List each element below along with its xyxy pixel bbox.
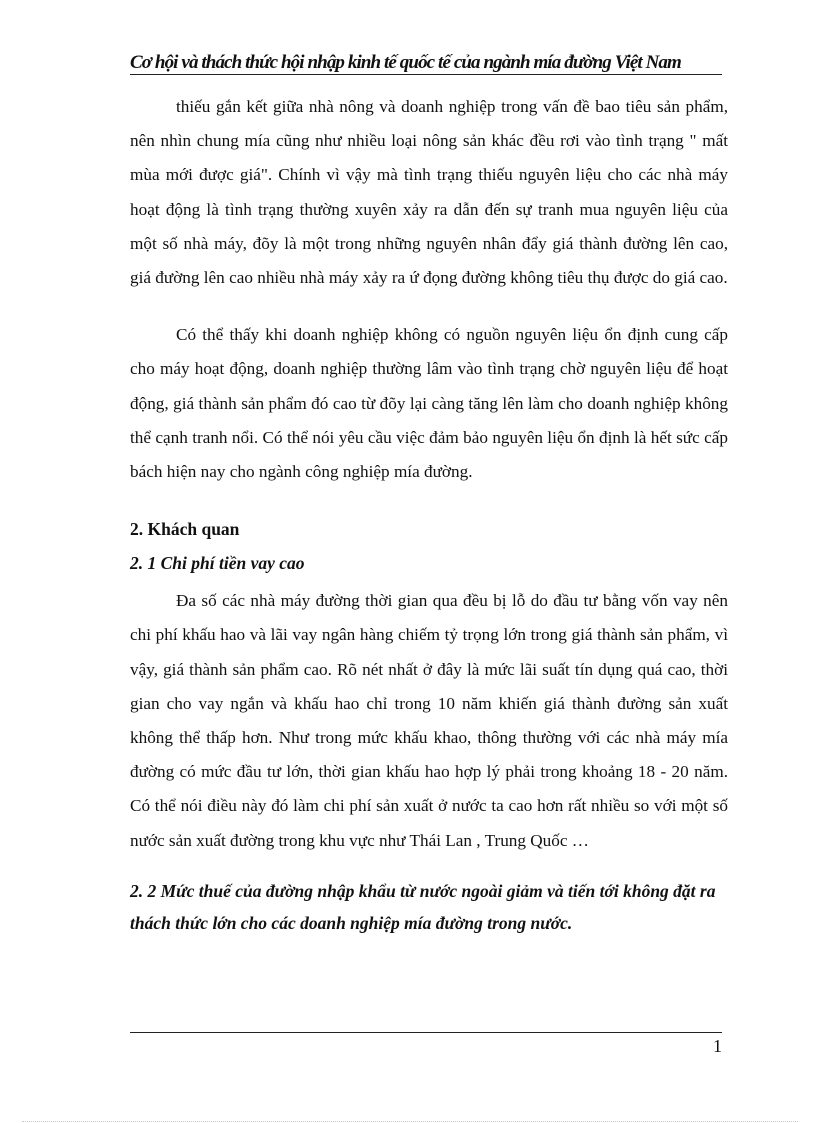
page-body bbox=[130, 90, 728, 939]
header-rule bbox=[130, 74, 722, 75]
paragraph-raw-material: Có thể thấy khi doanh nghiệp không có nguồn nguyên liệu ổn định cung cấp cho máy hoạt động, doanh nghiệp thường lâm vào tình trạng chờ nguyên liệu để hoạt động, giá thành sản phẩm đó cao từ đõy lại càng tăng lên làm cho doanh nghiệp không thể cạnh tranh nổi. Có thể nói yêu cầu việc đảm bảo nguyên liệu ổn định là hết sức cấp bách hiện nay cho ngành công nghiệp mía đường. bbox=[130, 325, 728, 482]
paragraph-loan-cost: Đa số các nhà máy đường thời gian qua đều bị lỗ do đầu tư bằng vốn vay nên chi phí khấu hao và lãi vay ngân hàng chiếm tỷ trọng lớn trong giá thành sản phẩm, vì vậy, giá thành sản phẩm cao. Rõ nét nhất ở đây là mức lãi suất tín dụng quá cao, thời gian cho vay ngắn và khấu hao chỉ trong 10 năm khiến giá thành đường sản xuất không thể thấp hơn. Như trong mức khấu khao, thông thường với các nhà máy mía đường có mức đầu tư lớn, thời gian khấu hao hợp lý phải trong khoảng 18 - 20 năm. Có thể nói điều này đó làm chi phí sản xuất ở nước ta cao hơn rất nhiều so với một số nước sản xuất đường trong khu vực như Thái Lan , Trung Quốc … bbox=[130, 591, 728, 850]
page-bottom-border bbox=[22, 1121, 798, 1122]
footer-rule bbox=[130, 1032, 722, 1033]
paragraph-continued: thiếu gắn kết giữa nhà nông và doanh nghiệp trong vấn đề bao tiêu sản phẩm, nên nhìn chung mía cũng như nhiều loại nông sản khác đều rơi vào tình trạng " mất mùa mới được giá". Chính vì vậy mà tình trạng thiếu nguyên liệu cho các nhà máy hoạt động là tình trạng thường xuyên xảy ra dẫn đến sự tranh mua nguyên liệu của một số nhà máy, đõy là một trong những nguyên nhân đẩy giá thành đường lên cao, giá đường lên cao nhiều nhà máy xảy ra ứ đọng đường không tiêu thụ được do giá cao. bbox=[130, 97, 728, 288]
running-header-title: Cơ hội và thách thức hội nhập kinh tế quốc tế của ngành mía đường Việt Nam bbox=[130, 52, 681, 73]
section-heading-objective: 2. Khách quan bbox=[130, 519, 240, 540]
subsection-heading-loan-cost: 2. 1 Chi phí tiền vay cao bbox=[130, 553, 305, 574]
subsection-heading-import-tax: 2. 2 Mức thuế của đường nhập khẩu từ nước ngoài giảm và tiến tới không đặt ra thách thức lớn cho các doanh nghiệp mía đường trong nước. bbox=[130, 880, 716, 933]
page-number: 1 bbox=[713, 1036, 722, 1056]
